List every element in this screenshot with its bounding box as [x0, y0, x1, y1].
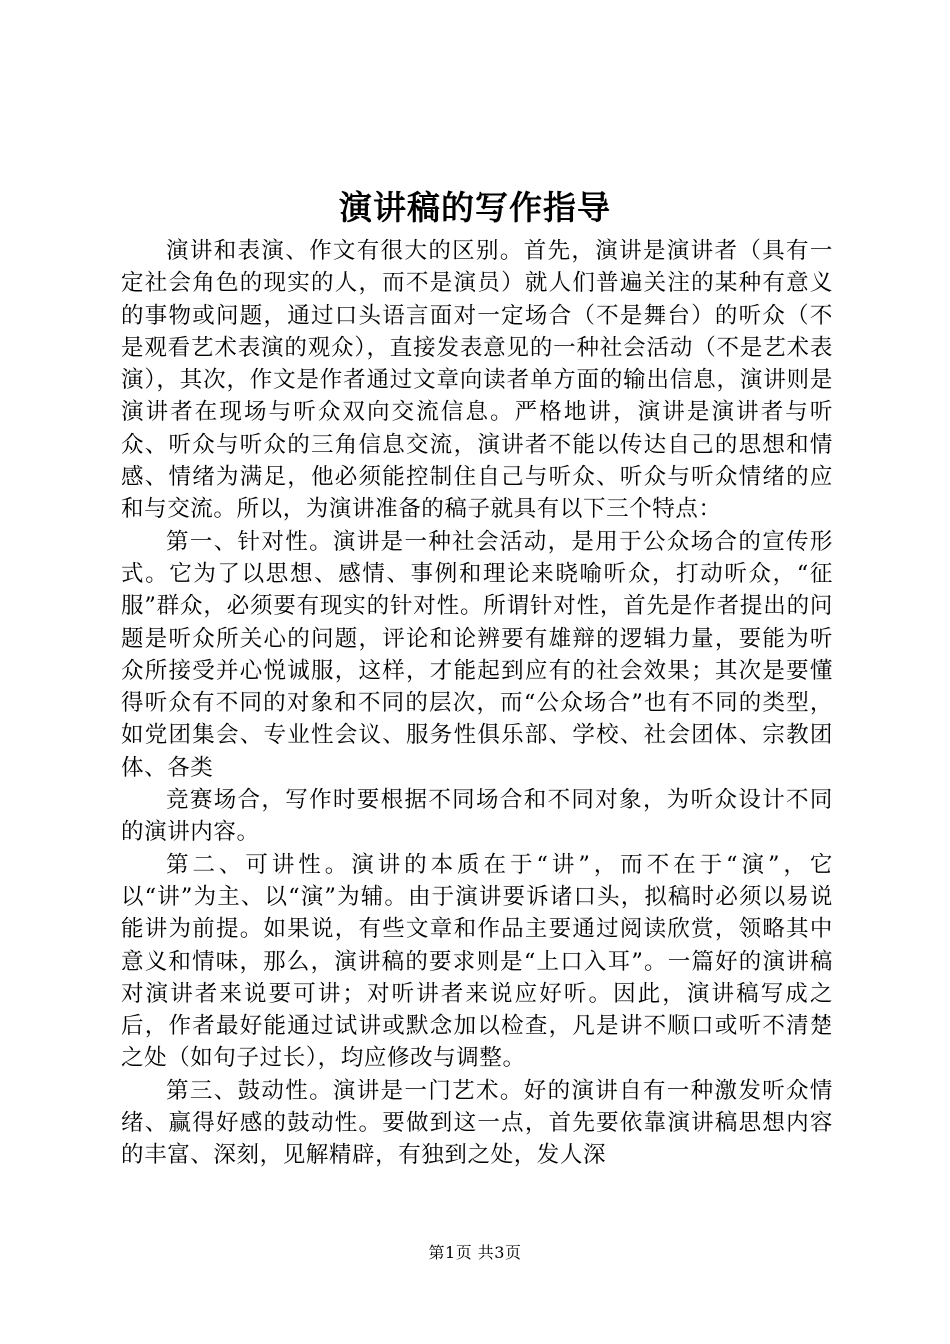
document-title: 演讲稿的写作指导: [339, 188, 611, 227]
paragraph-point-one: 第一、针对性。演讲是一种社会活动，是用于公众场合的宣传形式。它为了以思想、感情、事例和理论来晓喻听众，打动听众，“征服”群众，必须要有现实的针对性。所谓针对性，首先是作者提出的问题是听众所关心的问题，评论和论辨要有雄辩的逻辑力量，要能为听众所接受并心悦诚服，这样，才能起到应有的社会效果；其次是要懂得听众有不同的对象和不同的层次，而“公众场合”也有不同的类型，如党团集会、专业性会议、服务性俱乐部、学校、社会团体、宗教团体、各类: [121, 528, 833, 781]
document-body: [121, 235, 833, 1172]
paragraph-intro: 演讲和表演、作文有很大的区别。首先，演讲是演讲者（具有一定社会角色的现实的人，而不是演员）就人们普遍关注的某种有意义的事物或问题，通过口头语言面对一定场合（不是舞台）的听众（不是观看艺术表演的观众），直接发表意见的一种社会活动（不是艺术表演），其次，作文是作者通过文章向读者单方面的输出信息，演讲则是演讲者在现场与听众双向交流信息。严格地讲，演讲是演讲者与听众、听众与听众的三角信息交流，演讲者不能以传达自己的思想和情感、情绪为满足，他必须能控制住自己与听众、听众与听众情绪的应和与交流。所以，为演讲准备的稿子就具有以下三个特点：: [121, 238, 833, 523]
page-footer: 第1页 共3页: [428, 1243, 522, 1262]
paragraph-point-two: 第二、可讲性。演讲的本质在于“讲”，而不在于“演”，它以“讲”为主、以“演”为辅。由于演讲要诉诸口头，拟稿时必须以易说能讲为前提。如果说，有些文章和作品主要通过阅读欣赏，领略其中意义和情味，那么，演讲稿的要求则是“上口入耳”。一篇好的演讲稿对演讲者来说要可讲；对听讲者来说应好听。因此，演讲稿写成之后，作者最好能通过试讲或默念加以检查，凡是讲不顺口或听不清楚之处（如句子过长），均应修改与调整。: [121, 851, 833, 1072]
paragraph-point-three: 第三、鼓动性。演讲是一门艺术。好的演讲自有一种激发听众情绪、赢得好感的鼓动性。要做到这一点，首先要依靠演讲稿思想内容的丰富、深刻，见解精辟，有独到之处，发人深: [121, 1077, 833, 1169]
paragraph-point-one-continued: 竞赛场合，写作时要根据不同场合和不同对象，为听众设计不同的演讲内容。: [121, 787, 833, 846]
